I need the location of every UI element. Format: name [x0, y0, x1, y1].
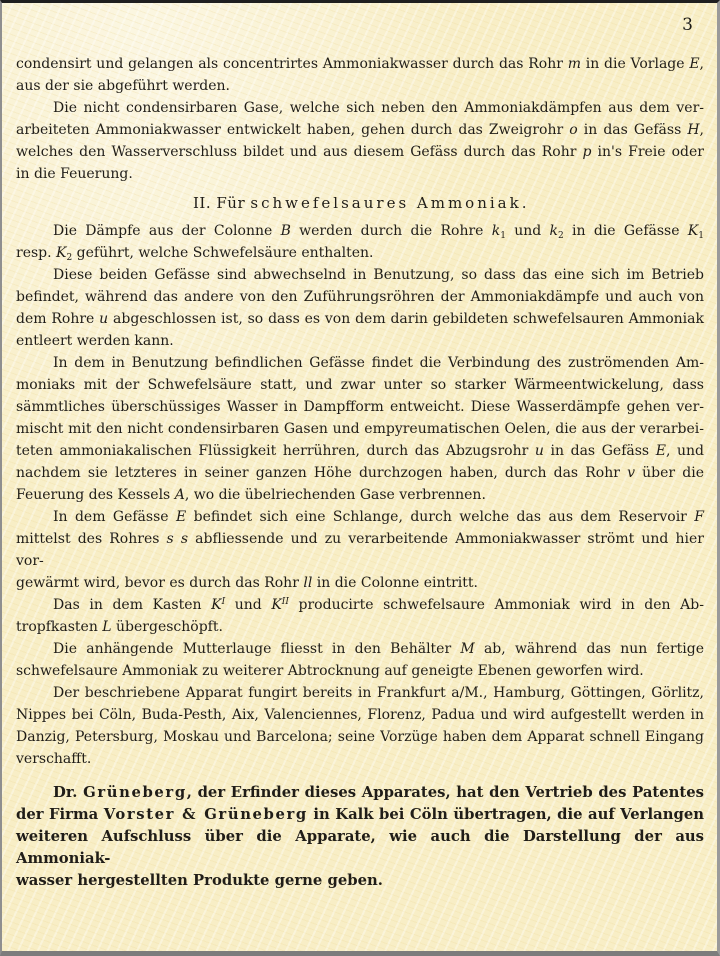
paragraph: [16, 782, 704, 892]
section-heading: [16, 192, 704, 214]
text-line: in die Feuerung.: [16, 166, 133, 182]
text-line: resp. $K_2$ geführt, welche Schwefelsäure enthalten.: [16, 245, 374, 263]
text-line: Die nicht condensirbaren Gase, welche sich neben den Ammoniakdämpfen aus dem ver-: [53, 100, 704, 116]
paragraph: [16, 97, 704, 185]
text-line: mittelst des Rohres s s abfliessende und zu verarbeitende Ammoniakwasser strömt und hier vor-: [16, 531, 704, 569]
page-body: [2, 3, 717, 956]
paragraph: [16, 682, 704, 770]
text-line: der Firma Vorster & Grüneberg in Kalk bei Cöln übertragen, die auf Verlangen: [16, 806, 704, 823]
text-line: verschafft.: [16, 751, 92, 767]
text-line: arbeiteten Ammoniakwasser entwickelt haben, gehen durch das Zweigrohr o in das Gefäss H,: [16, 122, 704, 138]
text-line: Die anhängende Mutterlauge fliesst in den Behälter M ab, während das nun fertige: [53, 641, 704, 657]
text-line: teten ammoniakalischen Flüssigkeit herrühren, durch das Abzugsrohr u in das Gefäss E, und: [16, 443, 704, 459]
page-number: 3: [682, 15, 693, 35]
text-line: Der beschriebene Apparat fungirt bereits in Frankfurt a/M., Hamburg, Göttingen, Görlitz,: [53, 685, 704, 701]
text-line: Das in dem Kasten $K^I$ und $K^{II}$ producirte schwefelsaure Ammoniak wird in den Ab-: [53, 597, 704, 613]
text-line: befindet, während das andere von den Zuführungsröhren der Ammoniakdämpfe und auch von: [16, 289, 704, 305]
paragraph: [16, 264, 704, 352]
text-line: Nippes bei Cöln, Buda-Pesth, Aix, Valenciennes, Florenz, Padua und wird aufgestellt werden in: [16, 707, 704, 723]
paragraph: [16, 352, 704, 506]
text-line: II. Für schwefelsaures Ammoniak.: [192, 194, 527, 212]
text-line: sämmtliches überschüssiges Wasser in Dampfform entweicht. Diese Wasserdämpfe gehen ver-: [16, 399, 704, 415]
text-line: In dem Gefässe E befindet sich eine Schlange, durch welche das aus dem Reservoir F: [53, 509, 704, 525]
paragraph: [16, 506, 704, 594]
text-line: In dem in Benutzung befindlichen Gefässe findet die Verbindung des zuströmenden Am-: [53, 355, 704, 371]
text-line: moniaks mit der Schwefelsäure statt, und zwar unter so starker Wärmeentwickelung, dass: [16, 377, 704, 393]
text-line: nachdem sie letzteres in seiner ganzen Höhe durchzogen haben, durch das Rohr v über die: [16, 465, 704, 481]
text-line: Dr. Grüneberg, der Erfinder dieses Apparates, hat den Vertrieb des Patentes: [53, 784, 704, 801]
text-line: Die Dämpfe aus der Colonne B werden durch die Rohre $k_1$ und $k_2$ in die Gefässe $K_1$: [53, 223, 704, 241]
paragraph: [16, 53, 704, 97]
text-line: schwefelsaure Ammoniak zu weiterer Abtrocknung auf geneigte Ebenen geworfen wird.: [16, 663, 644, 679]
text-line: wasser hergestellten Produkte gerne geben.: [16, 872, 383, 889]
text-line: Feuerung des Kessels A, wo die übelriechenden Gase verbrennen.: [16, 487, 486, 503]
paragraph: [16, 638, 704, 682]
text-line: weiteren Aufschluss über die Apparate, wie auch die Darstellung der aus Ammoniak-: [16, 828, 704, 867]
text-line: Diese beiden Gefässe sind abwechselnd in Benutzung, so dass das eine sich im Betrieb: [53, 267, 704, 283]
text-line: tropfkasten L übergeschöpft.: [16, 619, 223, 635]
paragraph: [16, 594, 704, 638]
text-line: mischt mit den nicht condensirbaren Gasen und empyreumatischen Oelen, die aus der verarbei-: [16, 421, 704, 437]
text-line: dem Rohre u abgeschlossen ist, so dass es von dem darin gebildeten schwefelsauren Ammoniak: [16, 311, 704, 327]
text-line: Danzig, Petersburg, Moskau und Barcelona; seine Vorzüge haben dem Apparat schnell Eingang: [16, 729, 704, 745]
text-line: welches den Wasserverschluss bildet und aus diesem Gefäss durch das Rohr p in's Freie oder: [16, 144, 704, 160]
text-line: gewärmt wird, bevor es durch das Rohr ll in die Colonne eintritt.: [16, 575, 478, 591]
text-line: condensirt und gelangen als concentrirtes Ammoniakwasser durch das Rohr m in die Vorlage E,: [16, 56, 704, 72]
paragraph: [16, 220, 704, 264]
text-line: aus der sie abgeführt werden.: [16, 78, 230, 94]
text-line: entleert werden kann.: [16, 333, 174, 349]
